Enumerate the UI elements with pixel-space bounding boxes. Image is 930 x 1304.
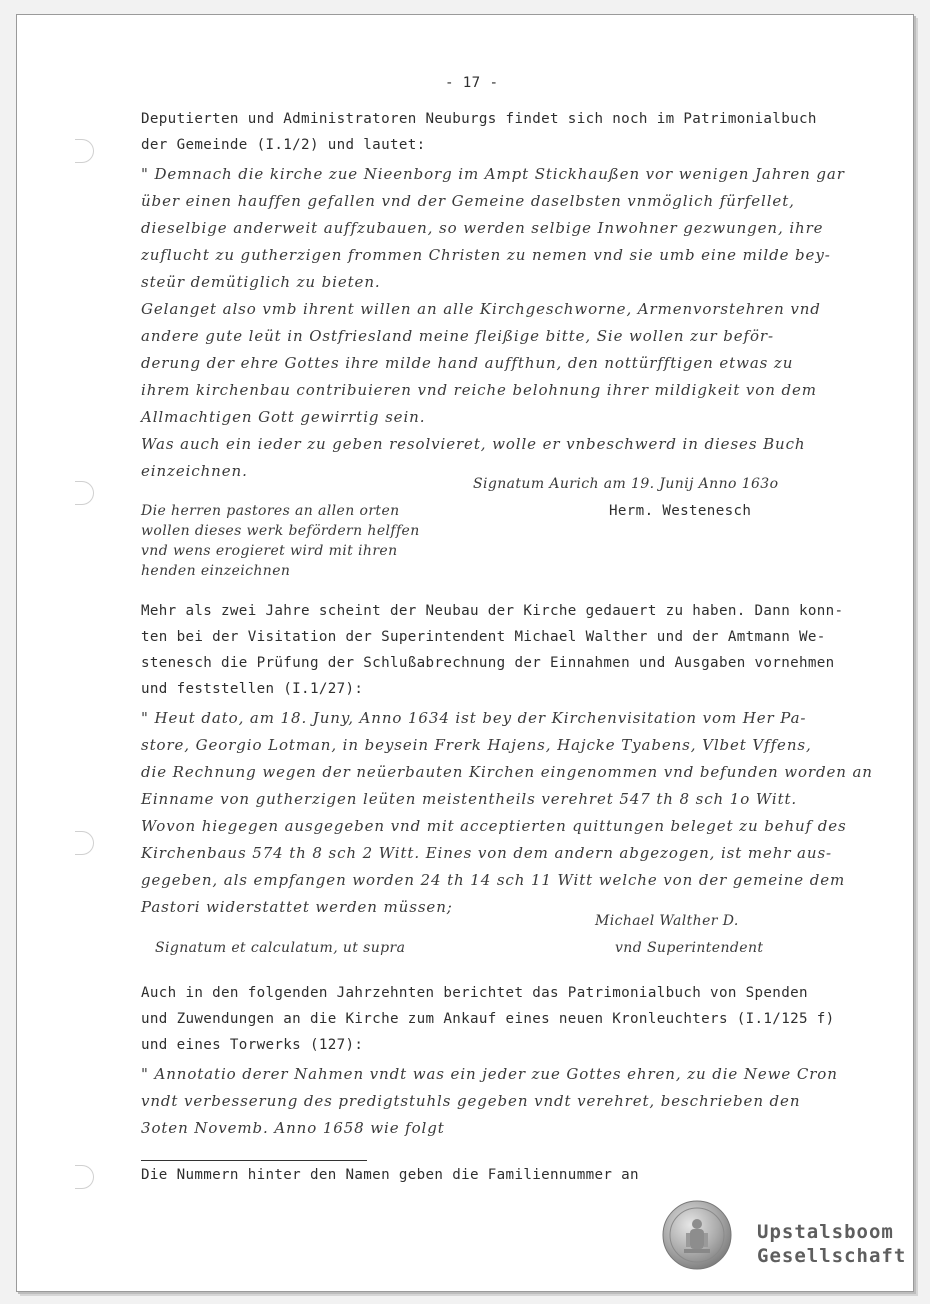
quote1-line: zuflucht zu gutherzigen frommen Christen zu nemen vnd sie umb eine milde bey- bbox=[141, 246, 831, 264]
quote2-line: Einname von gutherzigen leüten meistentheils verehret 547 th 8 sch 1o Witt. bbox=[141, 790, 798, 808]
quote2-line: die Rechnung wegen der neüerbauten Kirchen eingenommen vnd befunden worden an bbox=[141, 763, 873, 781]
paragraph3-line: und eines Torwerks (127): bbox=[141, 1037, 364, 1053]
quote1-line: Was auch ein ieder zu geben resolvieret, wolle er vnbeschwerd in dieses Buch bbox=[141, 435, 806, 453]
quote1-line: " Demnach die kirche zue Nieenborg im Ampt Stickhaußen vor wenigen Jahren gar bbox=[141, 165, 845, 183]
quote2-line: Kirchenbaus 574 th 8 sch 2 Witt. Eines von dem andern abgezogen, ist mehr aus- bbox=[141, 844, 833, 862]
punch-hole-mark bbox=[75, 481, 94, 505]
quote2-line: Wovon hiegegen ausgegeben vnd mit acceptierten quittungen beleget zu behuf des bbox=[141, 817, 847, 835]
quote1-line: über einen hauffen gefallen vnd der Gemeine daselbsten vnmöglich fürfellet, bbox=[141, 192, 795, 210]
marginal-note-line: henden einzeichnen bbox=[141, 563, 291, 579]
logo-text bbox=[757, 1220, 906, 1268]
intro-line: Deputierten und Administratoren Neuburgs findet sich noch im Patrimonialbuch bbox=[141, 111, 817, 127]
intro-line: der Gemeinde (I.1/2) und lautet: bbox=[141, 137, 426, 153]
quote3-line: vndt verbesserung des predigtstuhls gegeben vndt verehret, beschrieben den bbox=[141, 1092, 801, 1110]
paragraph3-line: Auch in den folgenden Jahrzehnten berichtet das Patrimonialbuch von Spenden bbox=[141, 985, 808, 1001]
punch-hole-mark bbox=[75, 1165, 94, 1189]
document-page bbox=[16, 14, 914, 1292]
quote1-line: Gelanget also vmb ihrent willen an alle Kirchgeschworne, Armenvorstehren vnd bbox=[141, 300, 821, 318]
quote2-line: store, Georgio Lotman, in beysein Frerk Hajens, Hajcke Tyabens, Vlbet Vffens, bbox=[141, 736, 812, 754]
paragraph2-line: Mehr als zwei Jahre scheint der Neubau der Kirche gedauert zu haben. Dann konn- bbox=[141, 603, 844, 619]
quote2-line: Pastori widerstattet werden müssen; bbox=[141, 898, 453, 916]
signature2-name: Michael Walther D. bbox=[595, 913, 739, 929]
paragraph2-line: stenesch die Prüfung der Schlußabrechnung der Einnahmen und Ausgaben vornehmen bbox=[141, 655, 835, 671]
logo-line-2: Gesellschaft bbox=[757, 1245, 907, 1267]
footnote: Die Nummern hinter den Namen geben die Familiennummer an bbox=[141, 1167, 639, 1183]
punch-hole-mark bbox=[75, 139, 94, 163]
marginal-note-line: Die herren pastores an allen orten bbox=[141, 503, 400, 519]
quote3-line: 3oten Novemb. Anno 1658 wie folgt bbox=[141, 1119, 445, 1137]
signature2-left: Signatum et calculatum, ut supra bbox=[155, 940, 406, 956]
paragraph2-line: ten bei der Visitation der Superintendent Michael Walther und der Amtmann We- bbox=[141, 629, 826, 645]
paragraph2-line: und feststellen (I.1/27): bbox=[141, 681, 364, 697]
logo-line-1: Upstalsboom bbox=[757, 1221, 894, 1243]
quote1-line: dieselbige anderweit auffzubauen, so werden selbige Inwohner gezwungen, ihre bbox=[141, 219, 824, 237]
quote3-line: " Annotatio derer Nahmen vndt was ein jeder zue Gottes ehren, zu die Newe Cron bbox=[141, 1065, 838, 1083]
seal-icon bbox=[662, 1200, 732, 1270]
footnote-rule bbox=[141, 1160, 367, 1161]
marginal-note-line: vnd wens erogieret wird mit ihren bbox=[141, 543, 398, 559]
signature1-line: Signatum Aurich am 19. Junij Anno 163o bbox=[473, 476, 779, 492]
paragraph3-line: und Zuwendungen an die Kirche zum Ankauf eines neuen Kronleuchters (I.1/125 f) bbox=[141, 1011, 835, 1027]
quote1-line: Allmachtigen Gott gewirrtig sein. bbox=[141, 408, 426, 426]
quote1-line: einzeichnen. bbox=[141, 462, 248, 480]
marginal-note-line: wollen dieses werk befördern helffen bbox=[141, 523, 420, 539]
quote2-line: " Heut dato, am 18. Juny, Anno 1634 ist bey der Kirchenvisitation vom Her Pa- bbox=[141, 709, 807, 727]
page-number: - 17 - bbox=[445, 75, 499, 91]
quote1-line: andere gute leüt in Ostfriesland meine fleißige bitte, Sie wollen zur beför- bbox=[141, 327, 774, 345]
punch-hole-mark bbox=[75, 831, 94, 855]
signature2-title: vnd Superintendent bbox=[615, 940, 764, 956]
quote2-line: gegeben, als empfangen worden 24 th 14 sch 11 Witt welche von der gemeine dem bbox=[141, 871, 846, 889]
quote1-line: steür demütiglich zu bieten. bbox=[141, 273, 381, 291]
quote1-line: ihrem kirchenbau contribuieren vnd reiche belohnung ihrer mildigkeit von dem bbox=[141, 381, 817, 399]
signature1-name: Herm. Westenesch bbox=[609, 503, 752, 519]
quote1-line: derung der ehre Gottes ihre milde hand auffthun, den nottürfftigen etwas zu bbox=[141, 354, 794, 372]
